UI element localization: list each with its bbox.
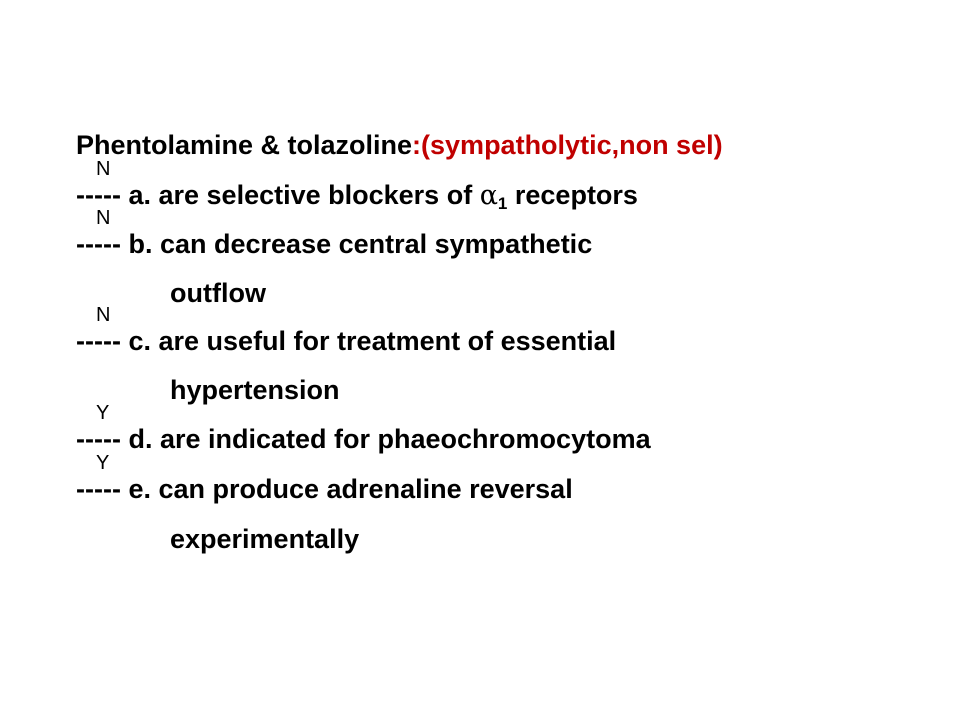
- option-text-end: receptors: [507, 180, 638, 210]
- option-c: [76, 304, 617, 358]
- answer-blank: ----- N: [76, 304, 121, 356]
- option-e-continuation: experimentally: [170, 524, 360, 554]
- answer-blank: ----- Y: [76, 402, 121, 454]
- alpha-subscript: 1: [497, 194, 508, 213]
- option-b-continuation: outflow: [170, 278, 266, 308]
- answer-blank: ----- N: [76, 207, 121, 259]
- option-text: d. are indicated for phaeochromocytoma: [128, 424, 651, 454]
- option-b: [76, 207, 593, 261]
- option-c-continuation: hypertension: [170, 375, 340, 405]
- title-drug-names: Phentolamine & tolazoline: [76, 130, 413, 160]
- option-text: c. are useful for treatment of essential: [128, 326, 617, 356]
- answer-mark: N: [96, 304, 111, 326]
- answer-mark: N: [96, 207, 111, 229]
- answer-blank: ----- N: [76, 158, 121, 210]
- option-a: [76, 158, 638, 221]
- answer-mark: N: [96, 158, 111, 180]
- option-e: [76, 452, 573, 506]
- question-title: [76, 128, 723, 162]
- answer-mark: Y: [96, 402, 110, 424]
- title-drug-class: :(sympatholytic,non sel): [412, 130, 723, 160]
- alpha-symbol: α: [479, 180, 498, 211]
- option-d: [76, 402, 651, 456]
- option-text: a. are selective blockers of: [128, 180, 480, 210]
- option-text: e. can produce adrenaline reversal: [128, 474, 573, 504]
- answer-blank: ----- Y: [76, 452, 121, 504]
- option-text: b. can decrease central sympathetic: [128, 229, 593, 259]
- answer-mark: Y: [96, 452, 110, 474]
